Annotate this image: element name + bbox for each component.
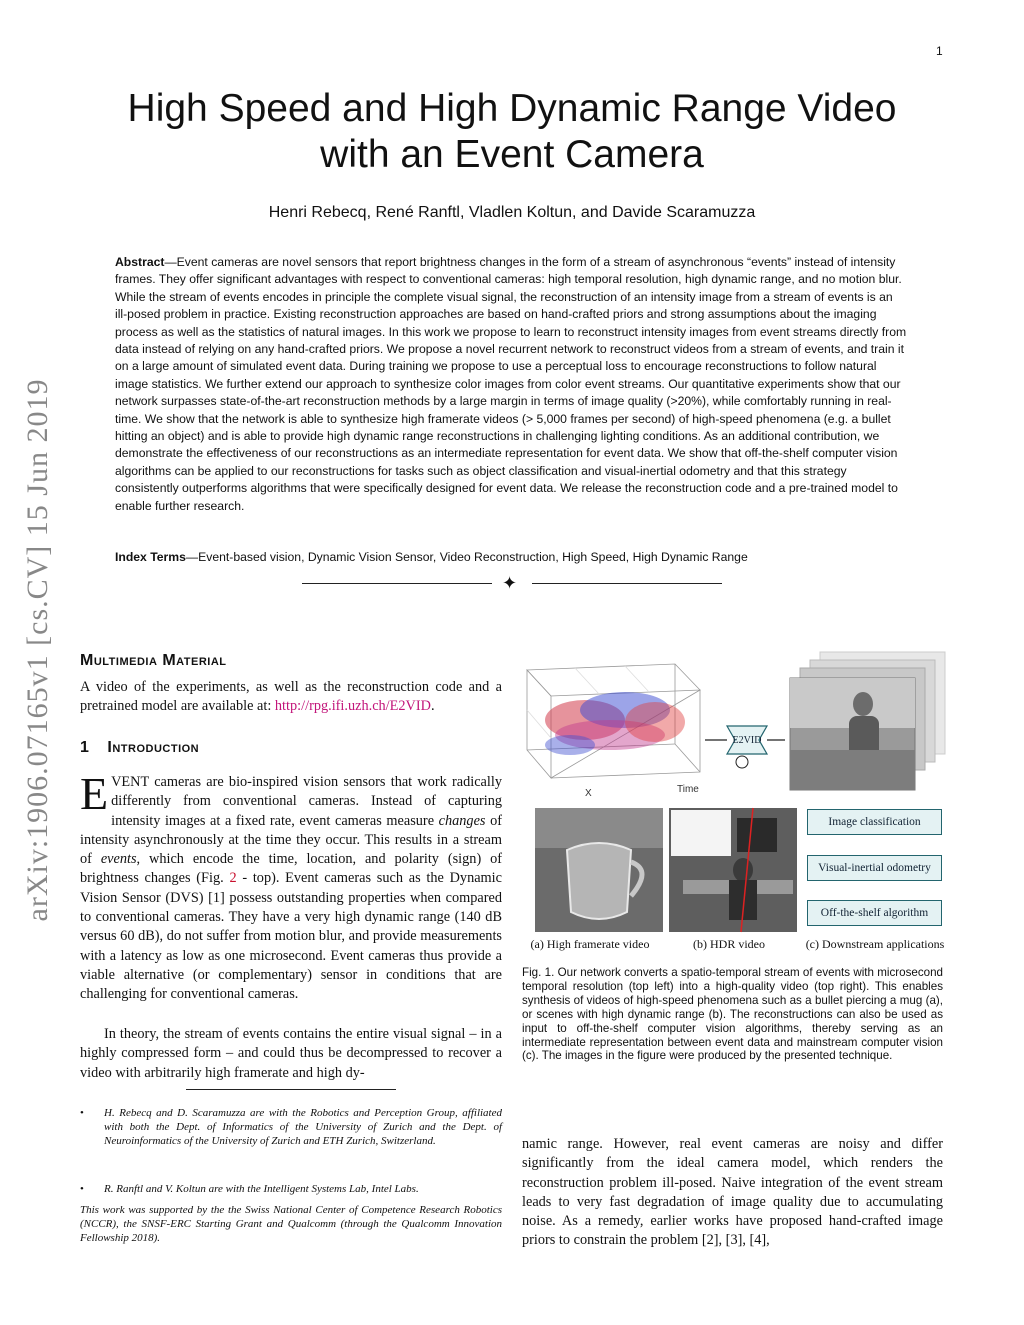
mug-image	[535, 808, 663, 932]
authors: Henri Rebecq, René Ranftl, Vladlen Koltun, and Davide Scaramuzza	[268, 204, 756, 221]
e2vid-link[interactable]: http://rpg.ifi.uzh.ch/E2VID	[274, 698, 431, 715]
arxiv-stamp: arXiv:1906.07165v1 [cs.CV] 15 Jun 2019	[21, 378, 54, 922]
index-terms-label: Index Terms	[115, 550, 186, 564]
separator-rule-right	[532, 583, 722, 584]
index-terms	[115, 550, 907, 564]
box-off-the-shelf-algorithm: Off-the-shelf algorithm	[807, 900, 942, 926]
box-image-classification: Image classification	[807, 809, 942, 835]
abstract	[115, 254, 907, 515]
subcaption-c: (c) Downstream applications	[805, 937, 945, 951]
axis-time-label: Time	[677, 784, 699, 795]
axis-x-label: X	[585, 788, 592, 799]
figure-1	[515, 650, 955, 955]
multimedia-paragraph: A video of the experiments, as well as the reconstruction code and a pretrained model are available at: http://rpg.ifi.uzh.ch/E2VID.	[80, 679, 502, 715]
footnote-funding: This work was supported by the the Swiss National Center of Competence Research Robotics (NCCR), the SNSF-ERC Starting Grant and Qualcomm (through the Qualcomm Innovation Fellowship 2018).	[80, 1204, 502, 1244]
recurrent-loop-icon	[736, 756, 748, 768]
separator-rule-left	[302, 583, 492, 584]
reconstructed-frames	[790, 652, 945, 790]
event-points	[545, 692, 685, 755]
bullet-icon: •	[80, 1107, 84, 1119]
section-heading-introduction: 1 Introduction	[80, 739, 200, 756]
abstract-label: Abstract	[115, 255, 165, 269]
intro-dropcap: E	[80, 768, 109, 819]
figure-1-caption: Fig. 1. Our network converts a spatio-temporal stream of events with microsecond temporal resolution (top left) into a high-quality video (top right). This enables synthesis of videos of high-speed phenomena such as a bullet piercing a mug (a), or scenes with high dynamic range (b). The reconstructions can also be used as input to off-the-shelf computer vision algorithms, thereby serving as an intermediate representation between event data and mainstream computer vision (c). The images in the figure were produced by the presented technique.	[522, 966, 943, 1063]
paper-title	[80, 86, 944, 178]
right-column-paragraph: namic range. However, real event cameras are noisy and differ significantly from the ideal camera model, which renders the reconstruction problem ill-posed. Naive integration of the event stream leads to very fast degradation of image quality due to accumulating noise. As a remedy, earlier works have proposed hand-crafted image priors to constrain the problem [2], [3], [4],	[522, 1136, 943, 1249]
bullet-icon: •	[80, 1183, 84, 1195]
section-heading-multimedia: Multimedia Material	[80, 652, 227, 669]
abstract-text: —Event cameras are novel sensors that report brightness changes in the form of a stream of asynchronous “events” instead of intensity frames. They offer significant advantages with respect to conventional cameras: high temporal resolution, high dynamic range, and no motion blur. While the stream of events encodes in principle the complete visual signal, the reconstruction of an intensity image from a stream of events is an ill-posed problem in practice. Existing reconstruction approaches are based on hand-crafted priors and strong assumptions about the imaging process as well as the statistics of natural images. In this work we propose to learn to reconstruct intensity images from event streams directly from data instead of relying on any hand-crafted priors. We propose a novel recurrent network to reconstruct videos from a stream of events, and train it on a large amount of simulated event data. During training we propose to use a perceptual loss to encourage reconstructions to follow natural image statistics. We further extend our approach to synthesize color images from color event streams. Our quantitative experiments show that our network surpasses state-of-the-art reconstruction methods by a large margin in terms of image quality (>20%), while comfortably running in real-time. We show that the network is able to synthesize high framerate videos (> 5,000 frames per second) of high-speed phenomena (e.g. a bullet hitting an object) and is able to provide high dynamic range reconstructions in challenging lighting conditions. As an additional contribution, we demonstrate the effectiveness of our reconstructions as an intermediate representation for event data. We show that off-the-shelf computer vision algorithms can be applied to our reconstructions for tasks such as object classification and visual-inertial odometry and that this strategy consistently outperforms algorithms that were specifically designed for event data. We release the reconstruction code and a pre-trained model to enable further research.	[115, 255, 907, 513]
index-terms-text: —Event-based vision, Dynamic Vision Sensor, Video Reconstruction, High Speed, High Dynamic Range	[185, 550, 748, 564]
footnote-rule	[186, 1089, 396, 1090]
footnote-affiliation-2: • R. Ranftl and V. Koltun are with the Intelligent Systems Lab, Intel Labs.	[80, 1183, 419, 1195]
subcaption-a: (a) High framerate video	[530, 937, 650, 951]
title-line-2: with an Event Camera	[320, 133, 704, 176]
hdr-office-image	[669, 808, 797, 932]
intro-paragraph-2: In theory, the stream of events contains the entire visual signal – in a highly compressed form – and could thus be decompressed to recover a video with arbitrarily high framerate and high dy-	[80, 1026, 502, 1081]
multimedia-text: A video of the experiments, as well as the reconstruction code and a pretrained model are available at:	[80, 679, 502, 715]
e2vid-label: E2VID	[732, 735, 762, 746]
footnote-affiliation-1: • H. Rebecq and D. Scaramuzza are with the Robotics and Perception Group, affiliated with both the Dept. of Informatics of the University of Zurich and the Dept. of Neuroinformatics of the University of Zurich and ETH Zurich, Switzerland.	[80, 1107, 502, 1147]
box-visual-inertial-odometry: Visual-inertial odometry	[807, 855, 942, 881]
page-number: 1	[936, 44, 943, 58]
intro-paragraph-1: EVENT cameras are bio-inspired vision sensors that work radically differently from conventional cameras. Instead of capturing intensity images at a fixed rate, event cameras measure changes of intensity asynchronously at the time they occur. This results in a stream of events, which encode the time, location, and polarity (sign) of brightness changes (Fig. 2 - top). Event cameras such as the Dynamic Vision Sensor (DVS) [1] possess outstanding properties when compared to conventional cameras. They have a very high dynamic range (140 dB versus 60 dB), do not suffer from motion blur, and provide measurements with a latency as low as one microsecond. Event cameras thus provide a viable alternative (or complementary) sensor in conditions that are challenging for conventional cameras.	[80, 768, 503, 1003]
separator-star-icon: ✦	[502, 573, 518, 593]
figure-ref-link[interactable]: 2	[229, 870, 237, 887]
subcaption-b: (b) HDR video	[693, 937, 765, 951]
title-line-1: High Speed and High Dynamic Range Video	[127, 87, 897, 130]
